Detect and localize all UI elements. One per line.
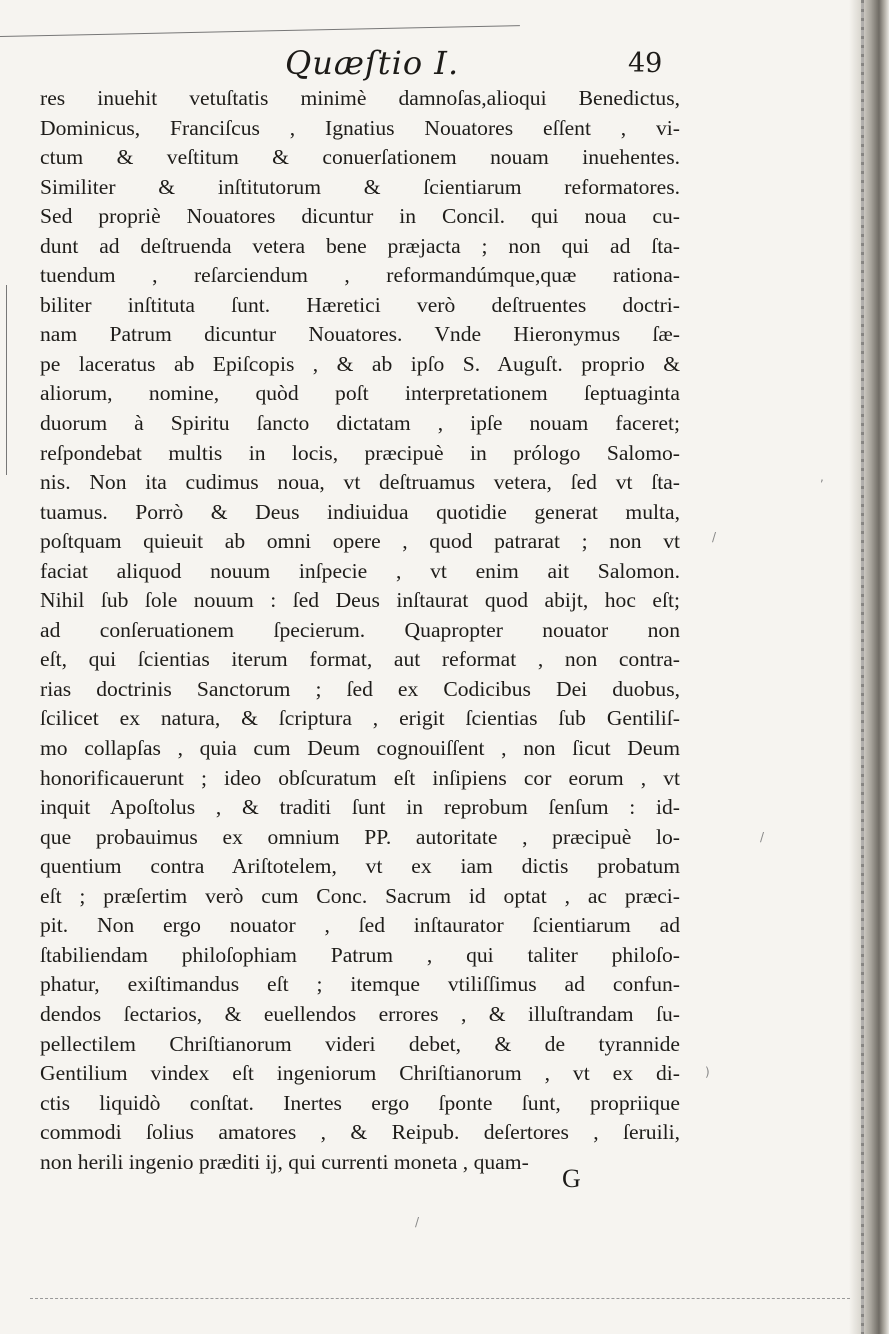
text-line: pe laceratus ab Epiſcopis , & ab ipſo S. Auguſt. proprio & — [40, 351, 680, 376]
text-line: eſt, qui ſcientias iterum format, aut reformat , non contra- — [40, 647, 680, 672]
text-line: tuendum , reſarciendum , reformandúmque,quæ rationa- — [40, 263, 680, 288]
text-line: faciat aliquod nouum inſpecie , vt enim ait Salomon. — [40, 558, 680, 583]
text-line: Dominicus, Franciſcus , Ignatius Nouatores eſſent , vi- — [40, 115, 680, 140]
text-line: phatur, exiſtimandus eſt ; itemque vtiliſſimus ad confun- — [40, 972, 680, 997]
page-header — [0, 42, 780, 88]
text-line: aliorum, nomine, quòd poſt interpretationem ſeptuaginta — [40, 381, 680, 406]
text-line: commodi ſolius amatores , & Reipub. deſertores , ſeruili, — [40, 1120, 680, 1145]
text-line: inquit Apoſtolus , & traditi ſunt in reprobum ſenſum : id- — [40, 795, 680, 820]
text-line: quentium contra Ariſtotelem, vt ex iam dictis probatum — [40, 854, 680, 879]
text-line: duorum à Spiritu ſancto dictatam , ipſe nouam faceret; — [40, 411, 680, 436]
book-page: Quæſtio I. 49 res inuehit vetuſtatis minimè damnoſas,alioqui Benedictus, Dominicus, Franciſcus , Ignatius Nouatores eſſent , vi- ctum & veſtitum & conuerſationem nouam inuehentes. Similiter & inſtitutorum & ſcientiarum reformatores. Sed propriè Nouatores dicuntur in Concil. qui noua cu- dunt ad deſtruenda vetera bene præjacta ; non qui ad ſta- tuendum , reſarciendum , reformandúmque,quæ rationa- biliter inſtituta ſunt. Hæretici verò deſtruentes doctri- nam Patrum dicuntur Nouatores. Vnde Hieronymus ſæ- pe laceratus ab Epiſcopis , & ab ipſo S. Auguſt. proprio & aliorum, nomine, quòd poſt interpretationem ſeptuaginta duorum à Spiritu ſancto dictatam , ipſe nouam faceret; reſpondebat multis in locis, præcipuè in prólogo Salomo- nis. Non ita cudimus noua, vt deſtruamus vetera, ſed vt ſta- tuamus. Porrò & Deus indiuidua quotidie generat multa, poſtquam quieuit ab omni opere , quod patrarat ; non vt faciat aliquod nouum inſpecie , vt enim ait Salomon. Nihil ſub ſole nouum : ſed Deus inſtaurat quod abijt, hoc eſt; ad conſeruationem ſpecierum. Quapropter nouator non eſt, qui ſcientias iterum format, aut reformat , non contra- rias doctrinis Sanctorum ; ſed ex Codicibus Dei duobus, ſcilicet ex natura, & ſcriptura , erigit ſcientias ſub Gentiliſ- mo collapſas , quia cum Deum cognouiſſent , non ſicut Deum honorificauerunt ; ideo obſcuratum eſt inſipiens cor eorum , vt inquit Apoſtolus , & traditi ſunt in reprobum ſenſum : id- que probauimus ex omnium PP. autoritate , præcipuè lo- quentium contra Ariſtotelem, vt ex iam dictis probatum eſt ; præſertim verò cum Conc. Sacrum id optat , ac præci- pit. Non ergo nouator , ſed inſtaurator ſcientiarum ad ſtabiliendam philoſophiam Patrum , qui taliter philoſo- phatur, exiſtimandus eſt ; itemque vtiliſſimus ad confun- dendos ſectarios, & euellendos errores , & illuſtrandam ſu- pellectilem Chriſtianorum videri debet, & de tyrannide Gentilium vindex eſt ingeniorum Chriſtianorum , vt ex di- ctis liquidò conſtat. Inertes ergo ſponte ſunt, propriique commodi ſolius amatores , & Reipub. deſertores , ſeruili, non herili ingenio præditi ij, qui currenti moneta , quam- G / , ) / / — [0, 0, 889, 1334]
text-line: honorificauerunt ; ideo obſcuratum eſt inſipiens cor eorum , vt — [40, 765, 680, 790]
text-line: ſtabiliendam philoſophiam Patrum , qui taliter philoſo- — [40, 942, 680, 967]
text-line: Nihil ſub ſole nouum : ſed Deus inſtaurat quod abijt, hoc eſt; — [40, 588, 680, 613]
text-line: non herili ingenio præditi ij, qui currenti moneta , quam- — [40, 1149, 529, 1174]
text-line: pellectilem Chriſtianorum videri debet, & de tyrannide — [40, 1031, 680, 1056]
text-line: rias doctrinis Sanctorum ; ſed ex Codicibus Dei duobus, — [40, 676, 680, 701]
text-line: Sed propriè Nouatores dicuntur in Concil. qui noua cu- — [40, 204, 680, 229]
text-line: poſtquam quieuit ab omni opere , quod patrarat ; non vt — [40, 529, 680, 554]
page-number: 49 — [628, 48, 663, 79]
text-line: tuamus. Porrò & Deus indiuidua quotidie generat multa, — [40, 499, 680, 524]
text-line: eſt ; præſertim verò cum Conc. Sacrum id optat , ac præci- — [40, 883, 680, 908]
text-line: ad conſeruationem ſpecierum. Quapropter nouator non — [40, 617, 680, 642]
signature-mark: G — [562, 1164, 581, 1193]
text-line: reſpondebat multis in locis, præcipuè in prólogo Salomo- — [40, 440, 680, 465]
running-head: Quæſtio I. — [285, 44, 460, 82]
text-line: biliter inſtituta ſunt. Hæretici verò deſtruentes doctri- — [40, 292, 680, 317]
text-line: mo collapſas , quia cum Deum cognouiſſent , non ſicut Deum — [40, 736, 680, 761]
text-line: Similiter & inſtitutorum & ſcientiarum reformatores. — [40, 174, 680, 199]
top-rule — [0, 25, 520, 37]
margin-mark — [6, 285, 7, 475]
text-line: dendos ſectarios, & euellendos errores , & illuſtrandam ſu- — [40, 1001, 680, 1026]
text-line: ctis liquidò conſtat. Inertes ergo ſponte ſunt, propriique — [40, 1090, 680, 1115]
body-text — [40, 84, 680, 1177]
text-line: que probauimus ex omnium PP. autoritate , præcipuè lo- — [40, 824, 680, 849]
text-line: res inuehit vetuſtatis minimè damnoſas,alioqui Benedictus, — [40, 86, 680, 110]
text-line: pit. Non ergo nouator , ſed inſtaurator ſcientiarum ad — [40, 913, 680, 938]
text-line: Gentilium vindex eſt ingeniorum Chriſtianorum , vt ex di- — [40, 1061, 680, 1086]
text-line: dunt ad deſtruenda vetera bene præjacta ; non qui ad ſta- — [40, 233, 680, 258]
bottom-rule — [30, 1298, 850, 1299]
binding-edge — [849, 0, 889, 1334]
text-line: ctum & veſtitum & conuerſationem nouam inuehentes. — [40, 145, 680, 170]
text-line: nam Patrum dicuntur Nouatores. Vnde Hieronymus ſæ- — [40, 322, 680, 347]
text-line: nis. Non ita cudimus noua, vt deſtruamus vetera, ſed vt ſta- — [40, 470, 680, 495]
text-line: ſcilicet ex natura, & ſcriptura , erigit ſcientias ſub Gentiliſ- — [40, 706, 680, 731]
